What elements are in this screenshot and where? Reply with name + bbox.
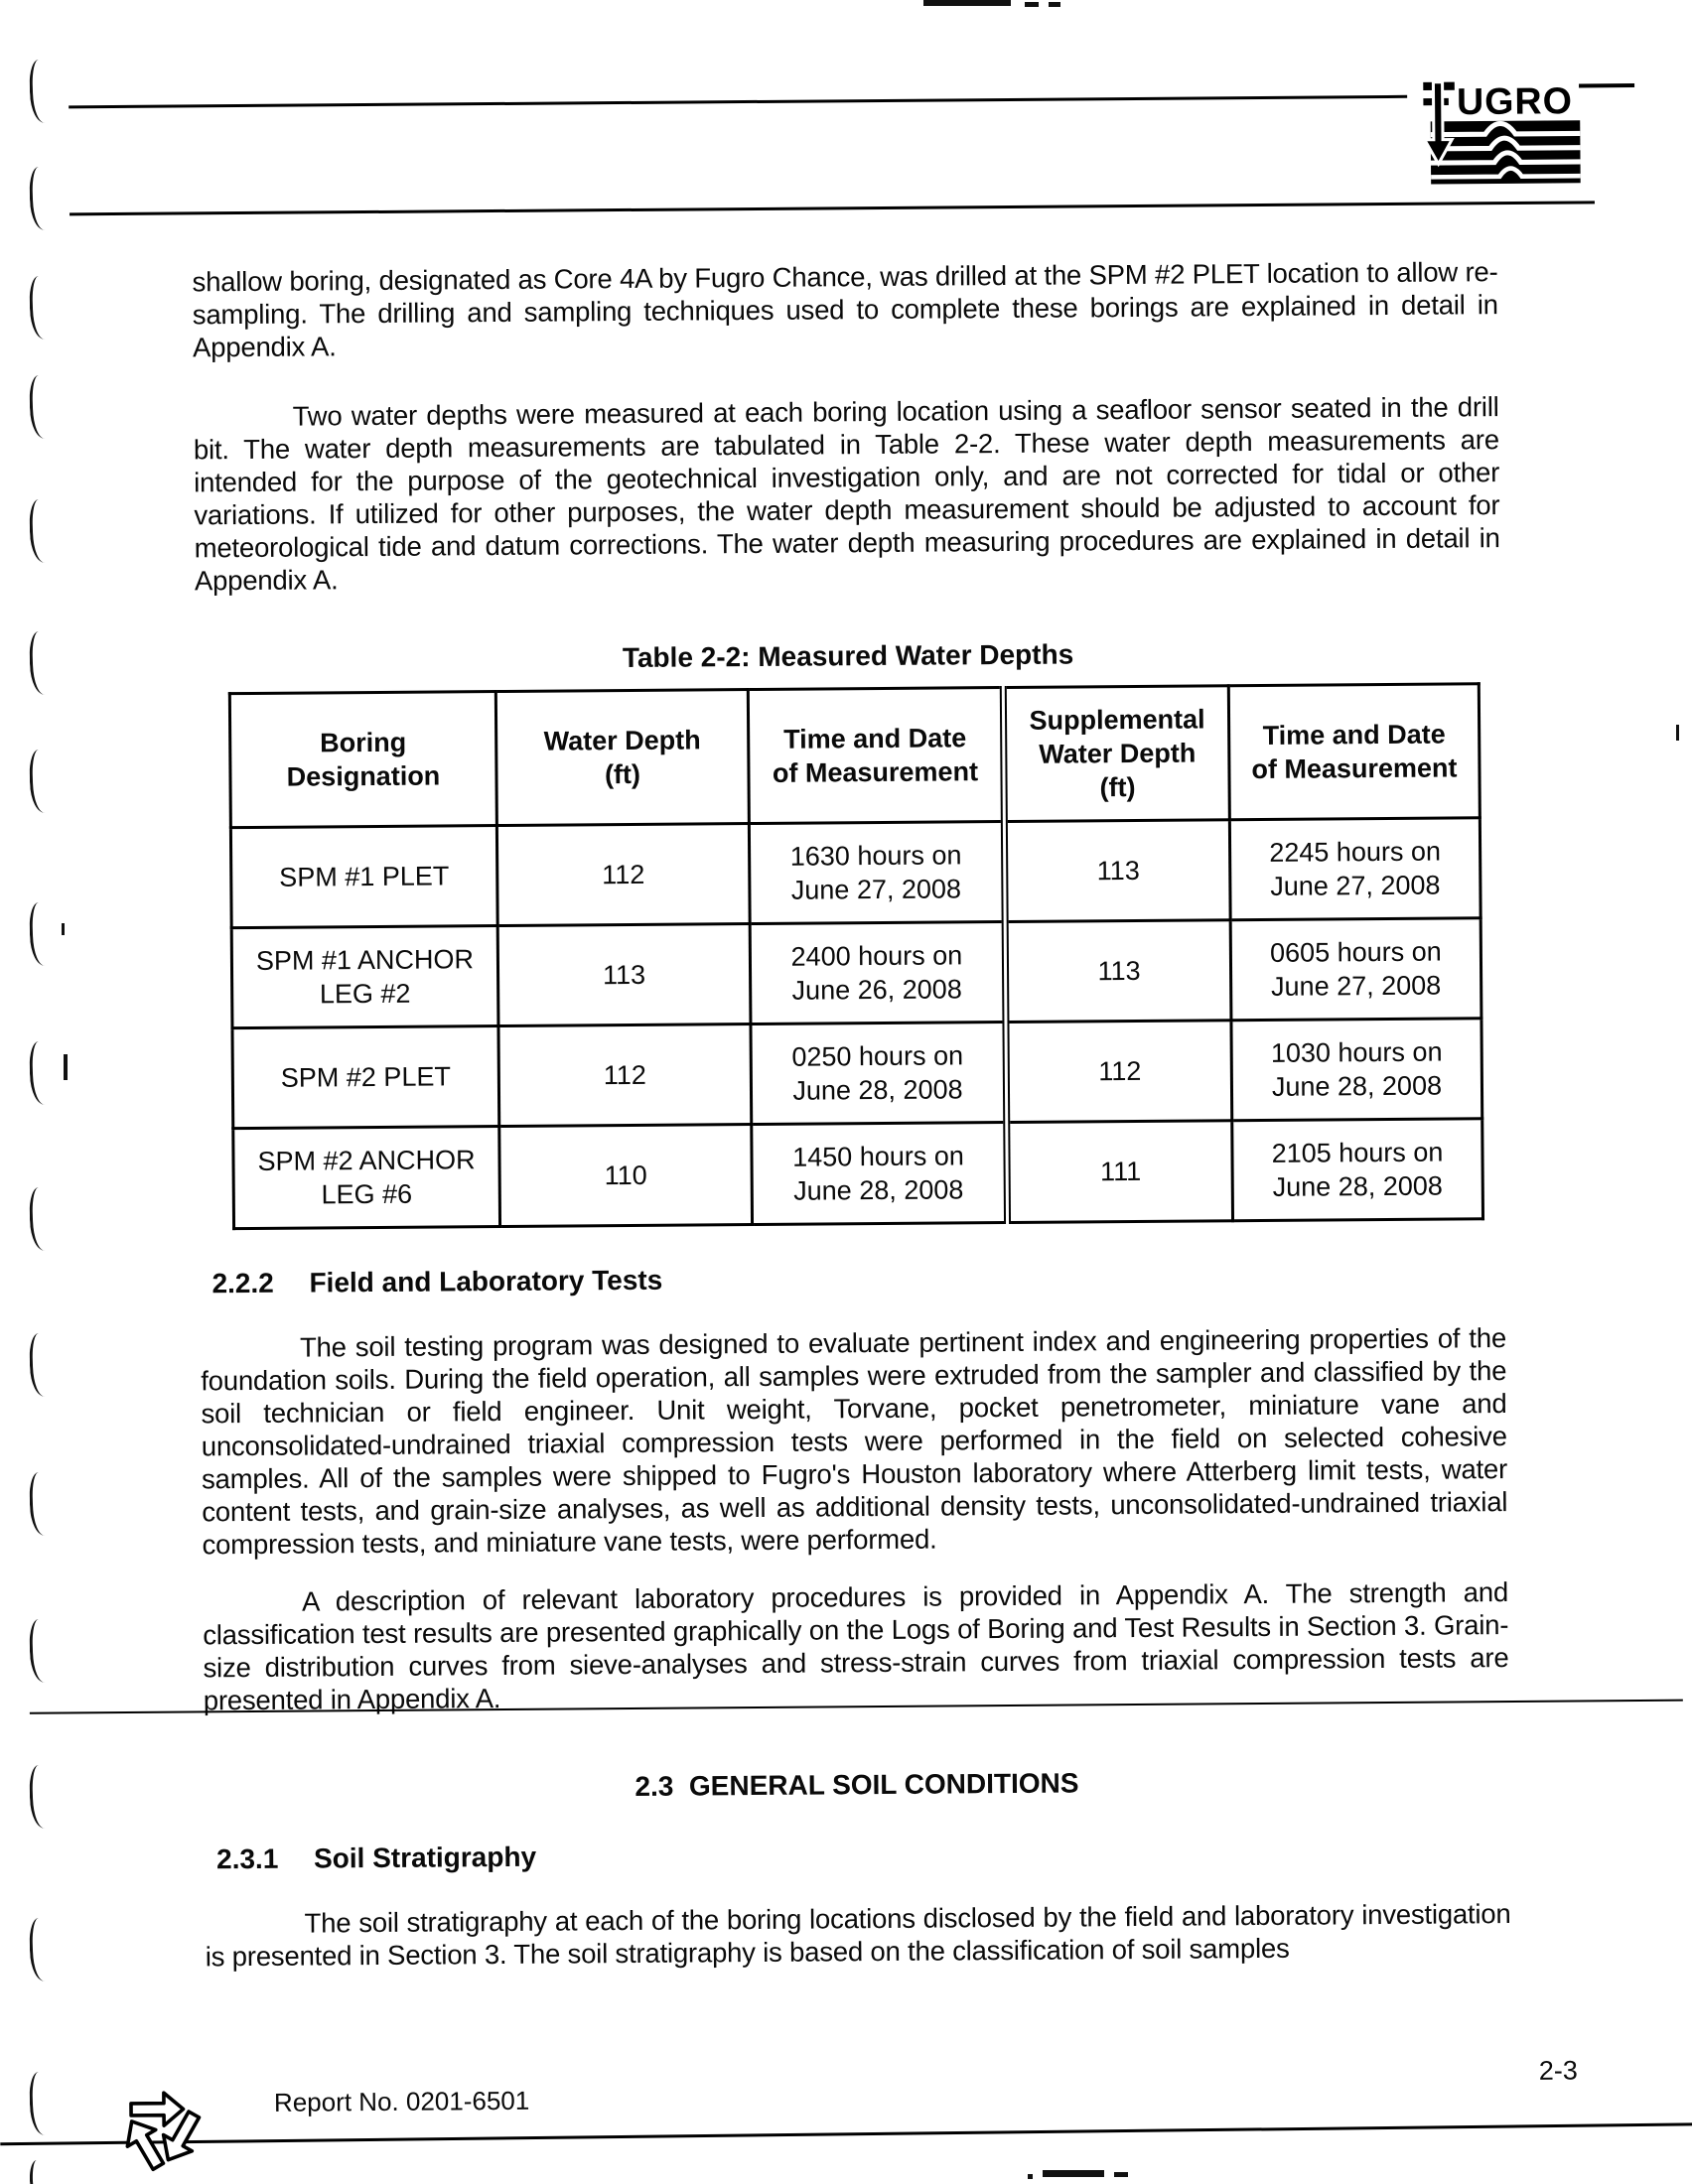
fugro-logo-graphic xyxy=(1410,75,1588,188)
col-header-boring-designation: Boring Designation xyxy=(229,692,496,828)
cell-boring: SPM #2 ANCHOR LEG #6 xyxy=(233,1127,500,1229)
paragraph-continuation: shallow boring, designated as Core 4A by Fugro Chance, was drilled at the SPM #2 PLET location to allow re-sampling. The drilling and sampling techniques used to complete these borings are explained in detail in Appendix A. xyxy=(192,256,1498,363)
letterhead-rule-top-right xyxy=(1579,83,1634,87)
cell-time-date: 2245 hours on June 27, 2008 xyxy=(1229,818,1480,920)
section-heading-2-3 xyxy=(204,1764,1509,1806)
table-header-row xyxy=(229,684,1480,828)
cell-supplemental-depth: 113 xyxy=(1004,820,1230,922)
section-number: 2.3.1 xyxy=(215,1843,279,1875)
cell-time-date: 2400 hours on June 26, 2008 xyxy=(750,922,1006,1024)
fugro-logo-letters: UGRO xyxy=(1456,79,1574,123)
col-header-water-depth: Water Depth (ft) xyxy=(495,690,749,826)
letterhead-rule-top xyxy=(69,95,1407,109)
recycle-icon xyxy=(113,2076,210,2172)
cell-supplemental-depth: 113 xyxy=(1005,920,1231,1023)
cell-time-date: 0605 hours on June 27, 2008 xyxy=(1230,918,1481,1021)
col-header-time-date-2: Time and Date of Measurement xyxy=(1228,684,1480,820)
cell-time-date: 0250 hours on June 28, 2008 xyxy=(751,1023,1007,1125)
section-number: 2.3 xyxy=(634,1770,674,1802)
section-title: Soil Stratigraphy xyxy=(313,1841,537,1874)
table-title: Table 2-2: Measured Water Depths xyxy=(622,638,1074,674)
cell-water-depth: 113 xyxy=(497,924,751,1026)
cell-time-date: 1450 hours on June 28, 2008 xyxy=(752,1122,1008,1224)
cell-water-depth: 112 xyxy=(498,1024,752,1127)
col-header-time-date-1: Time and Date of Measurement xyxy=(748,688,1004,824)
cell-water-depth: 112 xyxy=(496,824,750,926)
table-row xyxy=(232,1019,1482,1129)
section-heading-2-2-2 xyxy=(212,1265,662,1300)
table-row xyxy=(230,818,1480,928)
footer-page-number: 2-3 xyxy=(1538,2055,1578,2086)
paragraph-soil-testing: The soil testing program was designed to evaluate pertinent index and engineering properties of the foundation soils. During the field operation, all samples were extruded from the sampler and classified by the soil technician or field engineer. Unit weight, Torvane, pocket penetrometer, miniature vane and unconsolidated-undrained triaxial compression tests were performed in the field on selected cohesive samples. All of the samples were shipped to Fugro's Houston laboratory where Atterberg limit tests, water content tests, and grain-size analyses, as well as additional density tests, unconsolidated-undrained triaxial compression tests, and miniature vane tests, were performed. xyxy=(201,1322,1508,1561)
cell-water-depth: 110 xyxy=(499,1125,753,1227)
footer-rule xyxy=(0,2122,1692,2145)
cell-supplemental-depth: 111 xyxy=(1007,1121,1233,1223)
cell-boring: SPM #2 PLET xyxy=(232,1026,499,1129)
cell-boring: SPM #1 ANCHOR LEG #2 xyxy=(231,926,498,1028)
cell-time-date: 1030 hours on June 28, 2008 xyxy=(1231,1019,1482,1121)
recycle-icon-graphic xyxy=(113,2076,210,2172)
paragraph-soil-stratigraphy: The soil stratigraphy at each of the boring locations disclosed by the field and laboratory investigation is presented in Section 3. The soil stratigraphy is based on the classification of soil samples xyxy=(205,1898,1511,1973)
table-row xyxy=(233,1119,1483,1229)
table-row xyxy=(231,918,1481,1028)
paragraph-lab-procedures: A description of relevant laboratory procedures is provided in Appendix A. The strength and classification test results are presented graphically on the Logs of Boring and Test Results in Section 3. Grain-size distribution curves from sieve-analyses and stress-strain curves from triaxial compression tests are presented in Appendix A. xyxy=(203,1576,1509,1716)
section-number: 2.2.2 xyxy=(212,1267,274,1299)
paragraph-water-depths: Two water depths were measured at each boring location using a seafloor sensor seated in the drill bit. The water depth measurements are tabulated in Table 2-2. These water depth measurements are intended for the purpose of the geotechnical investigation only, and are not corrected for tidal or other variations. If utilized for other purposes, the water depth measurement should be adjusted to account for meteorological tide and datum corrections. The water depth measuring procedures are explained in detail in Appendix A. xyxy=(193,391,1500,597)
section-title: Field and Laboratory Tests xyxy=(309,1264,663,1298)
cell-supplemental-depth: 112 xyxy=(1006,1021,1232,1123)
section-title: GENERAL SOIL CONDITIONS xyxy=(688,1767,1079,1802)
cell-boring: SPM #1 PLET xyxy=(230,826,497,928)
fugro-logo xyxy=(1410,75,1588,188)
measured-water-depths-table xyxy=(228,682,1484,1230)
col-header-supplemental-water-depth: Supplemental Water Depth (ft) xyxy=(1003,686,1229,822)
cell-time-date: 2105 hours on June 28, 2008 xyxy=(1232,1119,1483,1221)
section-heading-2-3-1 xyxy=(216,1842,536,1876)
letterhead-rule-bottom xyxy=(70,201,1595,215)
footer-report-number: Report No. 0201-6501 xyxy=(273,2085,530,2117)
cell-time-date: 1630 hours on June 27, 2008 xyxy=(749,822,1005,924)
